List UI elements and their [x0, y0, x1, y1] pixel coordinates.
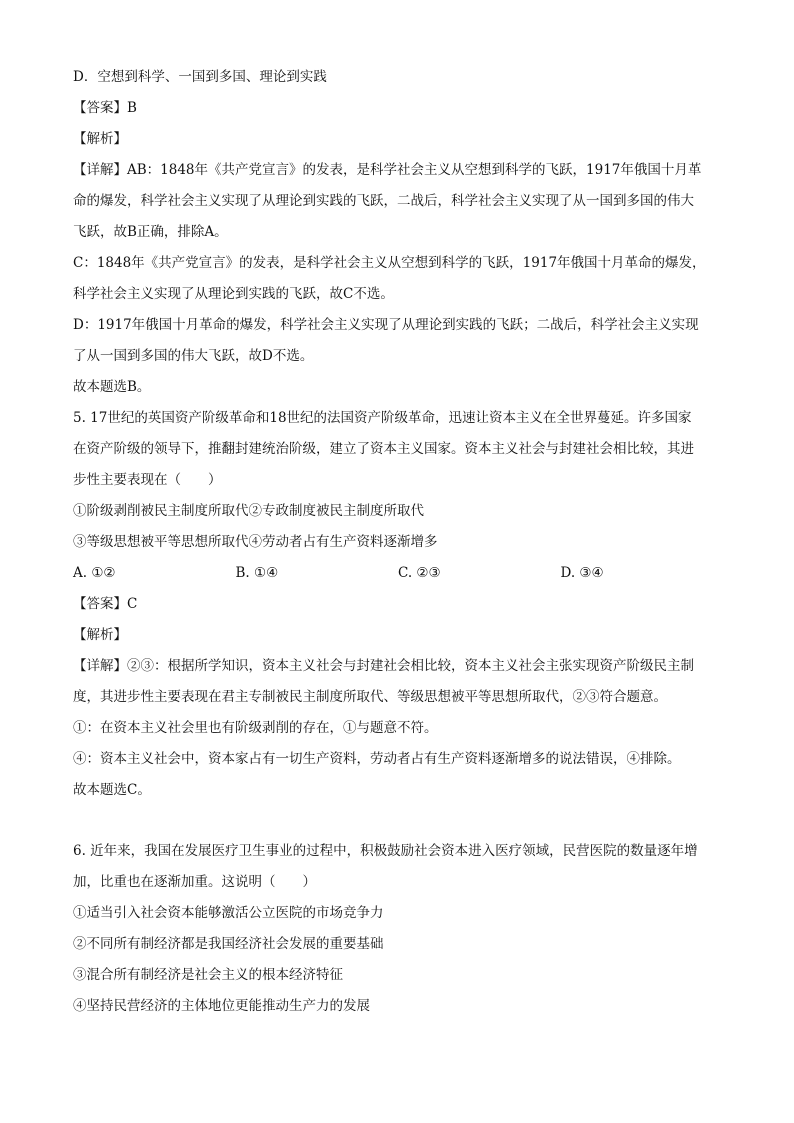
- q5-stem-line: 5. 17世纪的英国资产阶级革命和18世纪的法国资产阶级革命，迅速让资本主义在全世界蔓延。许多国家: [73, 410, 692, 426]
- q6-statement: ③混合所有制经济是社会主义的根本经济特征: [73, 967, 343, 983]
- q4-answer: 【答案】B: [73, 100, 137, 116]
- q5-options: [73, 558, 723, 589]
- q5-option-b: B. ①④: [235, 565, 279, 581]
- q5-detail-line: 度，其进步性主要表现在君主专制被民主制度所取代、等级思想被平等思想所取代，②③符合题意。: [73, 689, 667, 705]
- q5-statement: ①阶级剥削被民主制度所取代②专政制度被民主制度所取代: [73, 503, 424, 519]
- document-page: [73, 62, 723, 1022]
- q5-conclusion: 故本题选C。: [73, 782, 151, 798]
- q6-statement: ④坚持民营经济的主体地位更能推动生产力的发展: [73, 998, 370, 1014]
- q4-detail-line: 【详解】AB：1848年《共产党宣言》的发表，是科学社会主义从空想到科学的飞跃，1917年俄国十月革: [73, 162, 702, 178]
- q4-analysis-label: 【解析】: [73, 131, 127, 147]
- q4-detail-line: 飞跃，故B正确，排除A。: [73, 224, 228, 240]
- q5-option-d: D. ③④: [560, 565, 604, 581]
- q4-detail-line: D：1917年俄国十月革命的爆发，科学社会主义实现了从理论到实践的飞跃；二战后，科学社会主义实现: [73, 317, 699, 333]
- q5-analysis-label: 【解析】: [73, 627, 127, 643]
- q4-detail-line: C：1848年《共产党宣言》的发表，是科学社会主义从空想到科学的飞跃，1917年俄国十月革命的爆发，: [73, 255, 706, 271]
- q5-statement: ③等级思想被平等思想所取代④劳动者占有生产资料逐渐增多: [73, 534, 438, 550]
- q5-option-c: C. ②③: [398, 565, 441, 581]
- q5-detail-line: ④：资本主义社会中，资本家占有一切生产资料，劳动者占有生产资料逐渐增多的说法错误，④排除。: [73, 751, 681, 767]
- q4-detail-line: 科学社会主义实现了从理论到实践的飞跃，故C不选。: [73, 286, 394, 302]
- q5-option-a: A. ①②: [73, 565, 116, 581]
- q6-stem-line: 6. 近年来，我国在发展医疗卫生事业的过程中，积极鼓励社会资本进入医疗领域，民营医院的数量逐年增: [73, 843, 698, 859]
- q4-option-d: D．空想到科学、一国到多国、理论到实践: [73, 69, 327, 85]
- q5-stem-line: 在资产阶级的领导下，推翻封建统治阶级，建立了资本主义国家。资本主义社会与封建社会相比较，其进: [73, 441, 694, 457]
- q5-detail-line: ①：在资本主义社会里也有阶级剥削的存在，①与题意不符。: [73, 720, 438, 736]
- q6-stem-line: 加，比重也在逐渐加重。这说明（ ）: [73, 874, 316, 890]
- q5-detail-line: 【详解】②③：根据所学知识，资本主义社会与封建社会相比较，资本主义社会主张实现资产阶级民主制: [73, 658, 694, 674]
- q4-detail-line: 命的爆发，科学社会主义实现了从理论到实践的飞跃，二战后，科学社会主义实现了从一国到多国的伟大: [73, 193, 694, 209]
- q4-conclusion: 故本题选B。: [73, 379, 151, 395]
- q5-stem-line: 步性主要表现在（ ）: [73, 472, 222, 488]
- section-spacer: [73, 806, 723, 836]
- q6-statement: ①适当引入社会资本能够激活公立医院的市场竞争力: [73, 905, 384, 921]
- q5-answer: 【答案】C: [73, 596, 138, 612]
- q6-statement: ②不同所有制经济都是我国经济社会发展的重要基础: [73, 936, 384, 952]
- q4-detail-line: 了从一国到多国的伟大飞跃，故D不选。: [73, 348, 314, 364]
